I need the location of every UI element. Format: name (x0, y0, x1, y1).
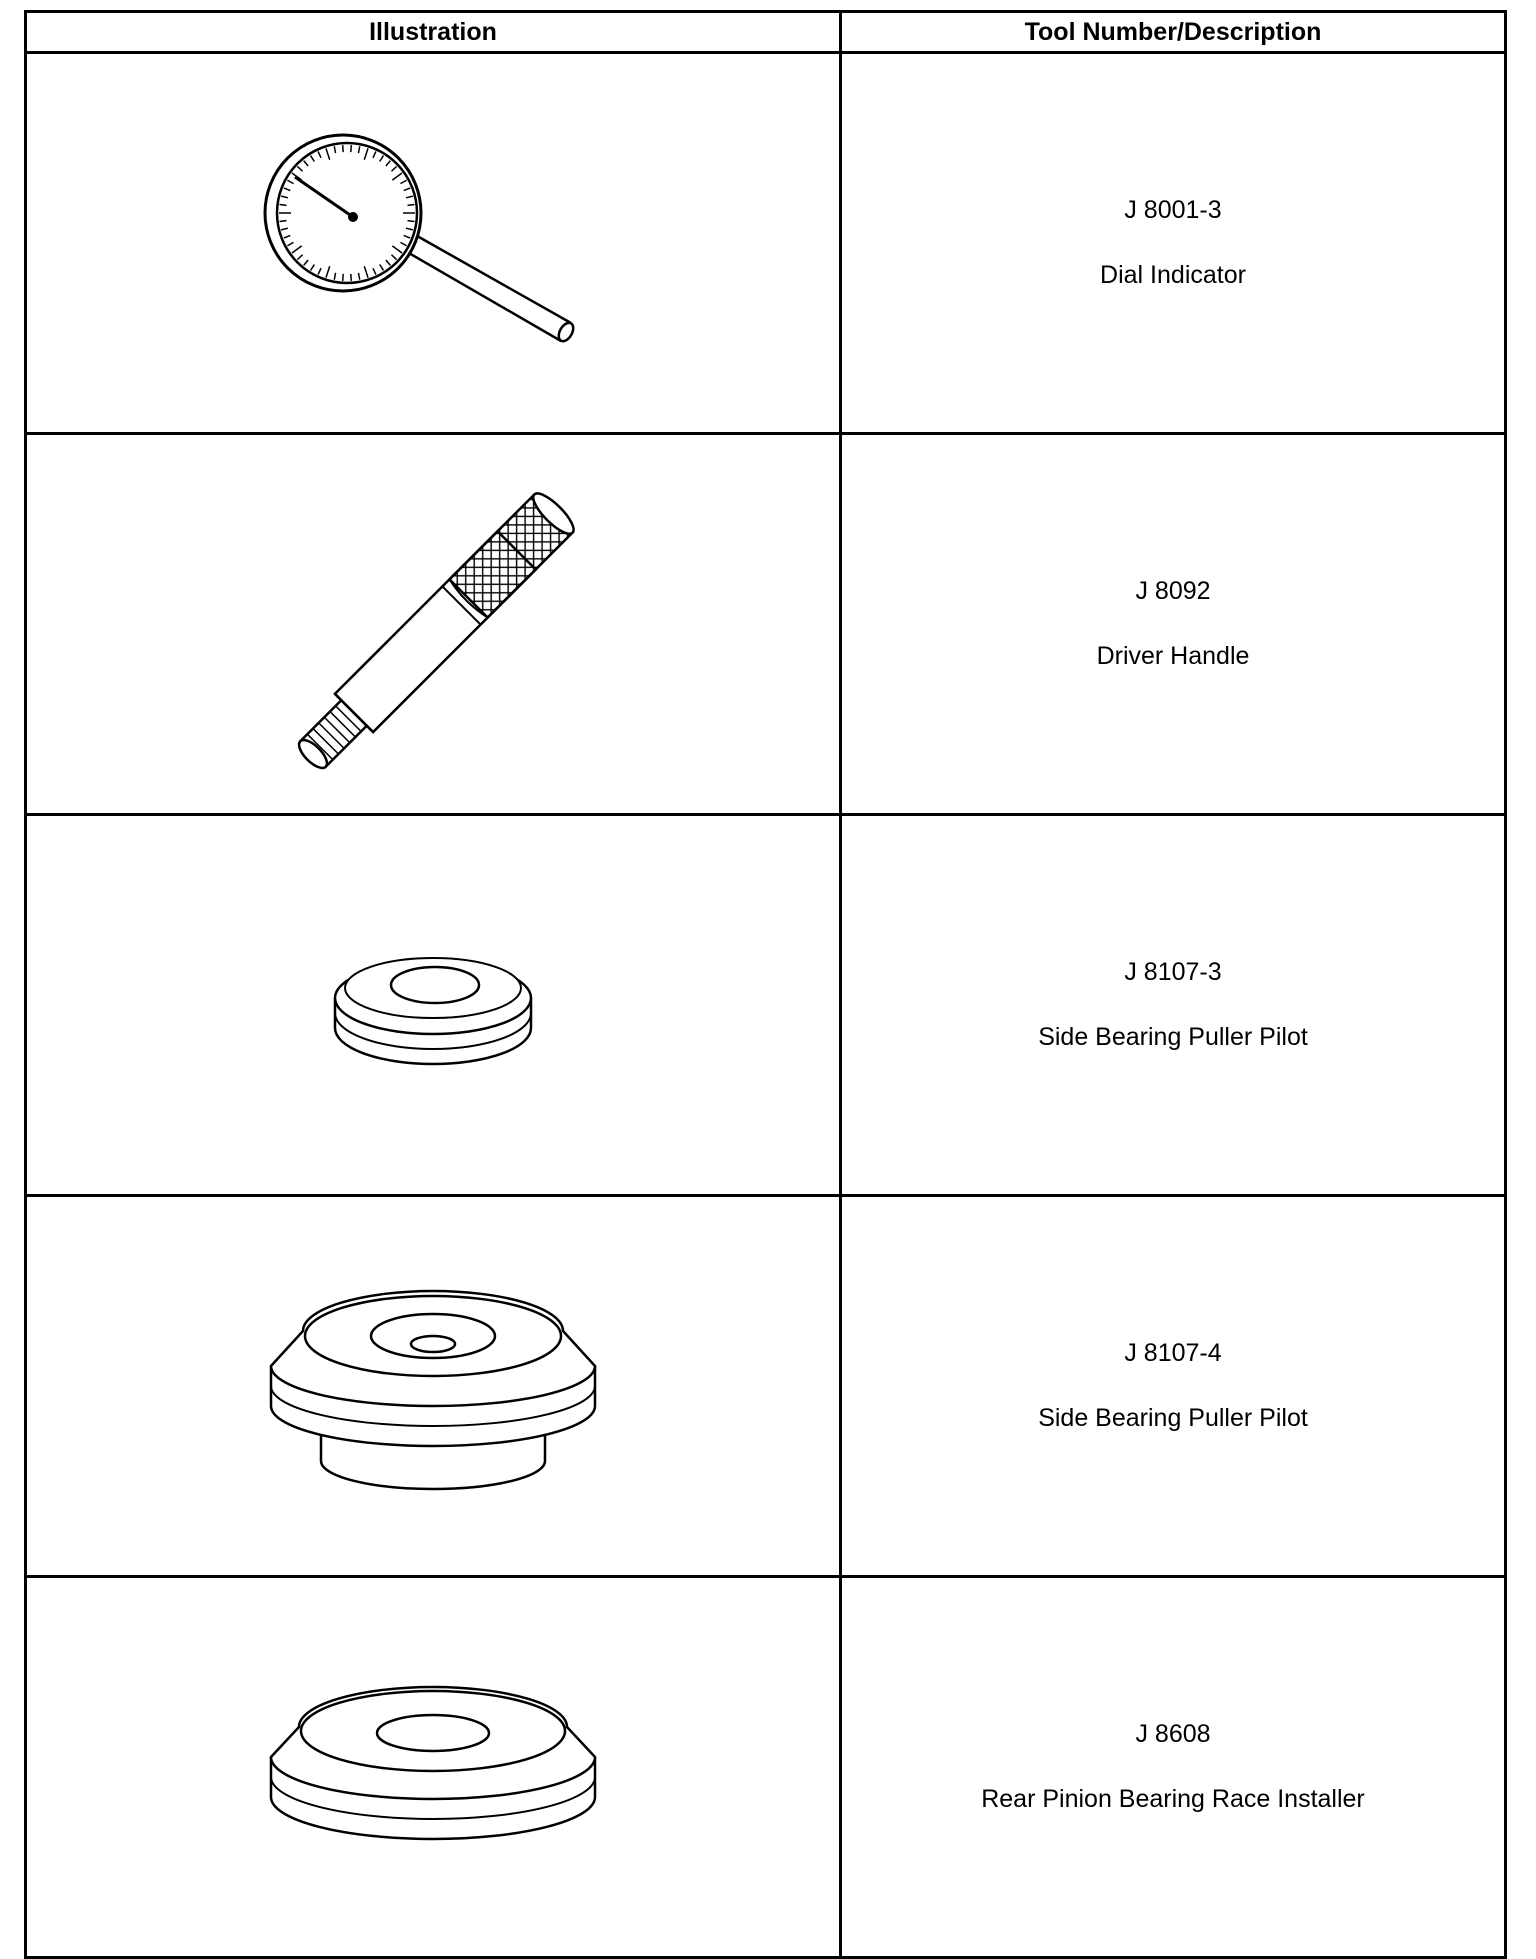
tool-name: Side Bearing Puller Pilot (842, 1025, 1504, 1050)
tool-name: Rear Pinion Bearing Race Installer (842, 1787, 1504, 1812)
race-installer-icon (263, 1677, 603, 1857)
tool-number: J 8608 (842, 1722, 1504, 1747)
tool-cell (841, 434, 1506, 815)
illustration-cell (26, 53, 841, 434)
tool-name: Dial Indicator (842, 263, 1504, 288)
tool-cell (841, 53, 1506, 434)
dial-indicator-icon (253, 133, 613, 353)
tool-number: J 8107-4 (842, 1341, 1504, 1366)
illustration-header: Illustration (26, 12, 841, 53)
tool-name: Side Bearing Puller Pilot (842, 1406, 1504, 1431)
tool-cell (841, 1196, 1506, 1577)
header-row (26, 12, 1506, 53)
tool-header: Tool Number/Description (841, 12, 1506, 53)
illustration-cell (26, 1577, 841, 1958)
illustration-cell (26, 815, 841, 1196)
table-row (26, 1196, 1506, 1577)
tool-number: J 8001-3 (842, 198, 1504, 223)
illustration-cell (26, 434, 841, 815)
illustration-cell (26, 1196, 841, 1577)
table-row (26, 815, 1506, 1196)
tool-number: J 8092 (842, 579, 1504, 604)
table-row (26, 1577, 1506, 1958)
special-tools-table (24, 10, 1507, 1959)
table-row (26, 434, 1506, 815)
table-row (26, 53, 1506, 434)
tool-cell (841, 815, 1506, 1196)
puller-pilot-small-icon (323, 940, 543, 1070)
tool-number: J 8107-3 (842, 960, 1504, 985)
tool-name: Driver Handle (842, 644, 1504, 669)
driver-handle-icon (253, 464, 613, 784)
tool-cell (841, 1577, 1506, 1958)
puller-pilot-large-icon (263, 1276, 603, 1496)
